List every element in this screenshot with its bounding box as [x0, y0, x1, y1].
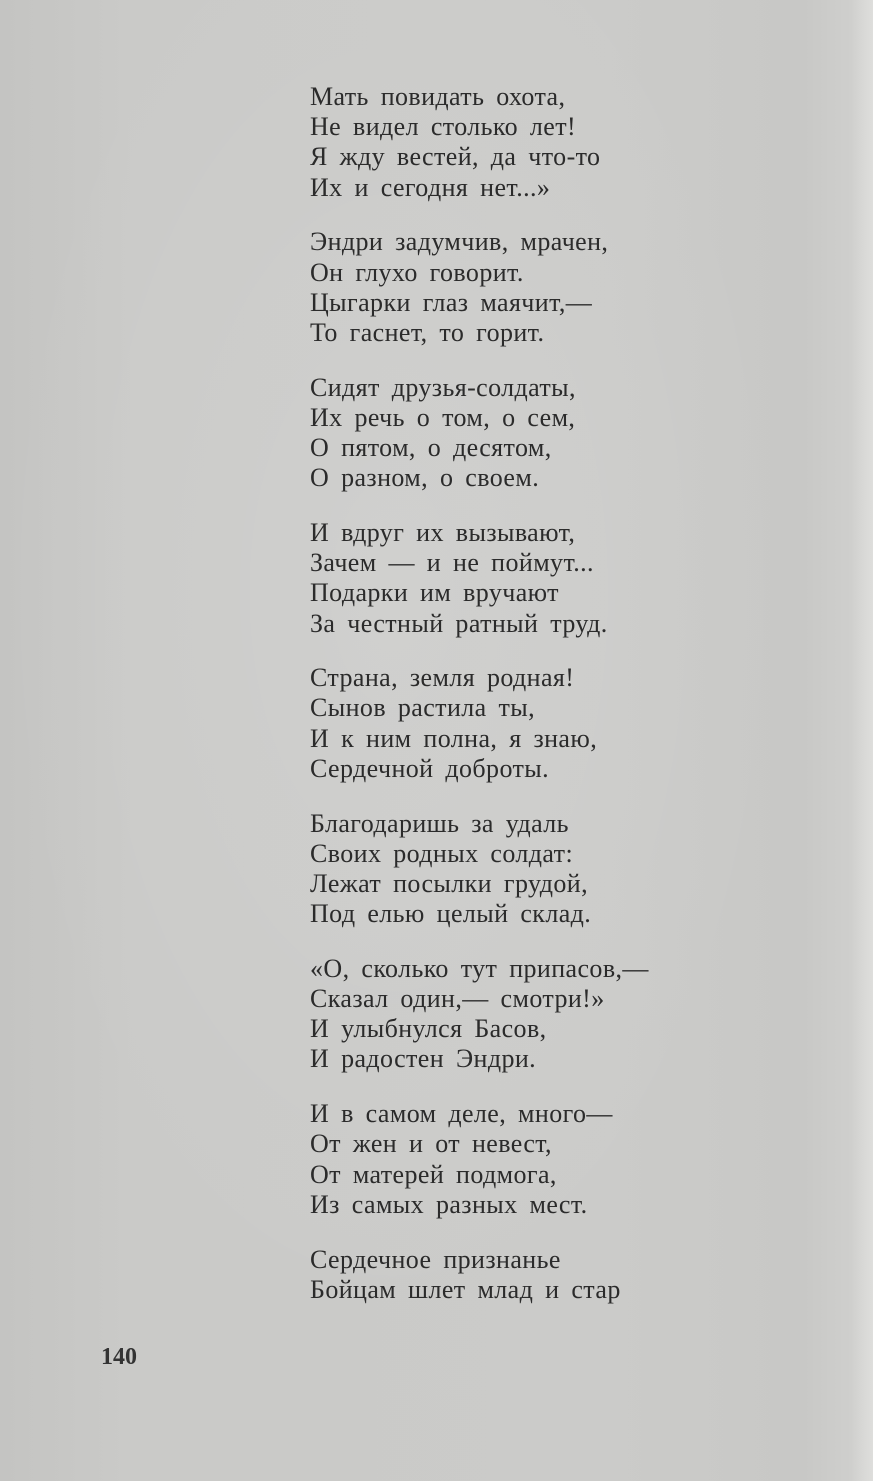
stanza	[310, 663, 730, 784]
poem-line: Сказал один,— смотри!»	[310, 984, 605, 1014]
poem-line: Сидят друзья-солдаты,	[310, 372, 576, 402]
poem-text	[310, 82, 730, 1329]
stanza	[310, 373, 730, 494]
poem-line: Сердечное признанье	[310, 1244, 561, 1274]
poem-line: Он глухо говорит.	[310, 257, 524, 287]
poem-line: И радостен Эндри.	[310, 1044, 537, 1074]
poem-line: Их речь о том, о сем,	[310, 402, 576, 432]
stanza	[310, 954, 730, 1075]
poem-line: И к ним полна, я знаю,	[310, 723, 598, 753]
poem-line: От матерей подмога,	[310, 1159, 557, 1189]
poem-line: Цыгарки глаз маячит,—	[310, 287, 593, 317]
poem-line: Под елью целый склад.	[310, 899, 592, 929]
stanza	[310, 518, 730, 639]
poem-line: И улыбнулся Басов,	[310, 1014, 547, 1044]
poem-line: Бойцам шлет млад и стар	[310, 1274, 621, 1304]
poem-line: Своих родных солдат:	[310, 838, 574, 868]
poem-line: Их и сегодня нет...»	[310, 172, 551, 202]
poem-line: Благодаришь за удаль	[310, 808, 569, 838]
poem-line: Мать повидать охота,	[310, 82, 566, 111]
poem-line: Сынов растила ты,	[310, 693, 536, 723]
poem-line: Подарки им вручают	[310, 578, 559, 608]
poem-line: То гаснет, то горит.	[310, 317, 545, 347]
stanza	[310, 1099, 730, 1220]
page-number: 140	[101, 1344, 137, 1370]
poem-line: Сердечной доброты.	[310, 753, 550, 783]
poem-line: Лежат посылки грудой,	[310, 868, 589, 898]
poem-line: За честный ратный труд.	[310, 608, 608, 638]
poem-line: Я жду вестей, да что-то	[310, 142, 601, 172]
poem-line: От жен и от невест,	[310, 1129, 552, 1159]
page-edge-shadow	[851, 0, 873, 1481]
poem-line: Из самых разных мест.	[310, 1189, 588, 1219]
poem-line: Не видел столько лет!	[310, 112, 577, 142]
poem-line: О пятом, о десятом,	[310, 433, 552, 463]
stanza	[310, 82, 730, 203]
poem-line: Эндри задумчив, мрачен,	[310, 227, 609, 257]
stanza	[310, 809, 730, 930]
poem-line: И вдруг их вызывают,	[310, 517, 576, 547]
stanza	[310, 1245, 730, 1305]
stanza	[310, 227, 730, 348]
poem-line: «О, сколько тут припасов,—	[310, 953, 649, 983]
poem-line: Зачем — и не поймут...	[310, 548, 594, 578]
poem-line: Страна, земля родная!	[310, 663, 575, 693]
poem-line: И в самом деле, много—	[310, 1099, 613, 1129]
poem-line: О разном, о своем.	[310, 463, 540, 493]
